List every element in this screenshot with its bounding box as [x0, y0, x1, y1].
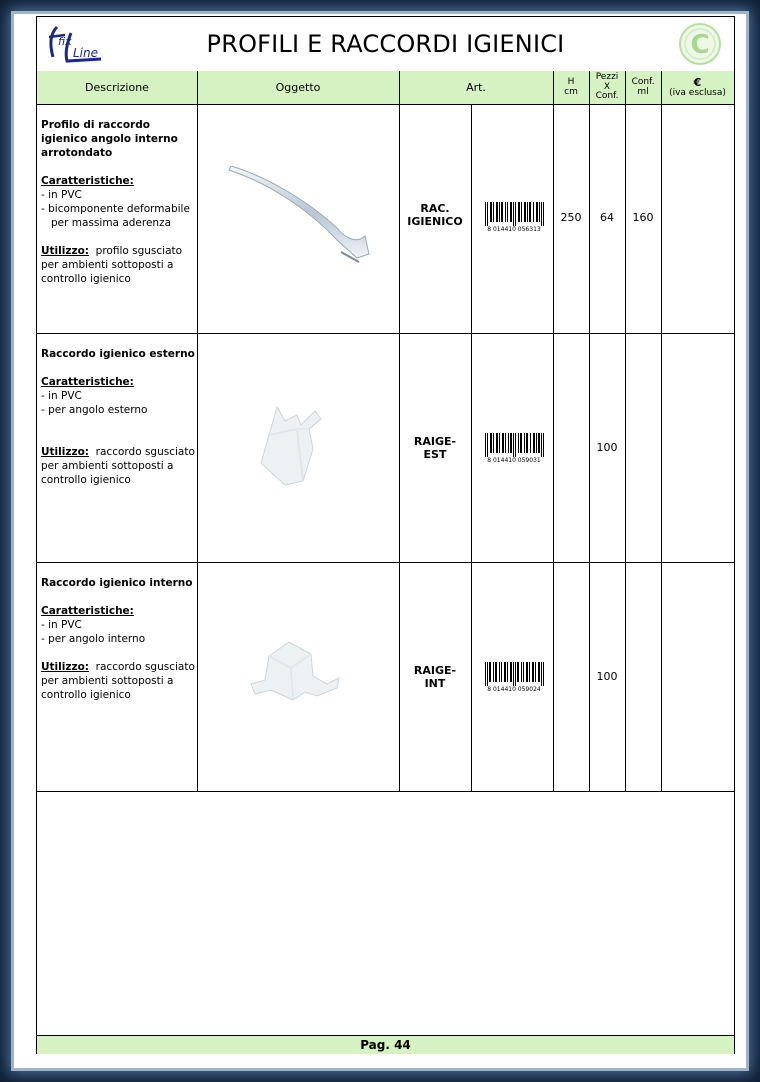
- logo-text-top: fix: [58, 35, 72, 48]
- usage-label: Utilizzo:: [41, 446, 89, 458]
- product-row: [37, 333, 734, 563]
- barcode-number: 8 014410 059024: [487, 686, 541, 692]
- product-usage: raccordo sgusciato per ambienti sottoposti a controllo igienico: [41, 661, 195, 701]
- col-price: [661, 71, 734, 104]
- col-pezzi-line3: Conf.: [595, 91, 619, 102]
- product-row: [37, 562, 734, 792]
- col-price-line2: (iva esclusa): [669, 87, 726, 98]
- header-divider: [589, 71, 590, 104]
- col-conf-line2: ml: [637, 86, 649, 97]
- header-divider: [399, 71, 400, 104]
- internal-corner-image: [249, 636, 341, 708]
- usage-label: Utilizzo:: [41, 661, 89, 673]
- col-h-line1: H: [567, 77, 575, 88]
- logo-text-bottom: Line: [73, 46, 99, 60]
- pezzi-value: 64: [600, 211, 614, 224]
- product-features: - in PVC - bicomponente deformabile per massima aderenza: [41, 189, 190, 229]
- product-features: - in PVC - per angolo esterno: [41, 390, 148, 416]
- page-footer: Pag. 44: [37, 1035, 734, 1054]
- col-conf: [625, 71, 661, 104]
- col-pezzi-line2: X: [603, 81, 611, 92]
- table-header: [37, 71, 734, 105]
- usage-label: Utilizzo:: [41, 245, 89, 257]
- header-divider: [553, 71, 554, 104]
- product-description: [41, 576, 195, 702]
- product-features: - in PVC - per angolo interno: [41, 619, 146, 645]
- product-usage: raccordo sgusciato per ambienti sottoposti a controllo igienico: [41, 446, 195, 486]
- article-code-line1: RAIGE-: [413, 435, 457, 448]
- pezzi-value: 100: [596, 670, 618, 683]
- product-name: Raccordo igienico interno: [41, 577, 193, 589]
- article-code-line1: RAC.: [420, 202, 450, 215]
- article-code-line2: EST: [423, 448, 447, 461]
- article-code-line1: RAIGE-: [413, 664, 457, 677]
- c-badge-icon: [678, 22, 722, 66]
- col-pezzi: [589, 71, 625, 104]
- col-descrizione: Descrizione: [85, 80, 149, 94]
- product-description: [41, 118, 195, 286]
- article-code: [399, 202, 471, 228]
- external-corner-image: [255, 403, 335, 493]
- col-art: Art.: [466, 80, 486, 94]
- h-value: 250: [560, 211, 582, 224]
- page-header: [37, 17, 734, 72]
- barcode-number: 8 014410 059031: [487, 457, 541, 463]
- badge-letter: C: [690, 30, 710, 60]
- product-name: Profilo di raccordo igienico angolo interno arrotondato: [41, 119, 178, 159]
- header-divider: [661, 71, 662, 104]
- barcode-image: [479, 202, 549, 232]
- article-code: [399, 435, 471, 461]
- features-label: Caratteristiche:: [41, 175, 134, 187]
- article-code: [399, 664, 471, 690]
- product-usage: profilo sgusciato per ambienti sottoposti a controllo igienico: [41, 245, 183, 285]
- conf-value: 160: [632, 211, 654, 224]
- page-title: PROFILI E RACCORDI IGIENICI: [206, 30, 565, 58]
- article-code-line2: IGIENICO: [407, 215, 463, 228]
- col-h: [553, 71, 589, 104]
- features-label: Caratteristiche:: [41, 605, 134, 617]
- col-h-line2: cm: [564, 86, 578, 97]
- catalog-page: [36, 16, 735, 1054]
- article-code-line2: INT: [424, 677, 446, 690]
- pezzi-value: 100: [596, 441, 618, 454]
- col-price-line1: €: [693, 76, 702, 89]
- product-name: Raccordo igienico esterno: [41, 348, 195, 360]
- product-row: [37, 104, 734, 334]
- barcode-image: [479, 433, 549, 463]
- barcode-number: 8 014410 056313: [487, 226, 541, 232]
- barcode-image: [479, 662, 549, 692]
- col-oggetto: Oggetto: [275, 80, 321, 94]
- profile-strip-image: [225, 166, 375, 270]
- header-divider: [625, 71, 626, 104]
- col-pezzi-line1: Pezzi: [595, 72, 619, 83]
- header-divider: [197, 71, 198, 104]
- product-description: [41, 347, 195, 487]
- col-conf-line1: Conf.: [631, 77, 655, 88]
- features-label: Caratteristiche:: [41, 376, 134, 388]
